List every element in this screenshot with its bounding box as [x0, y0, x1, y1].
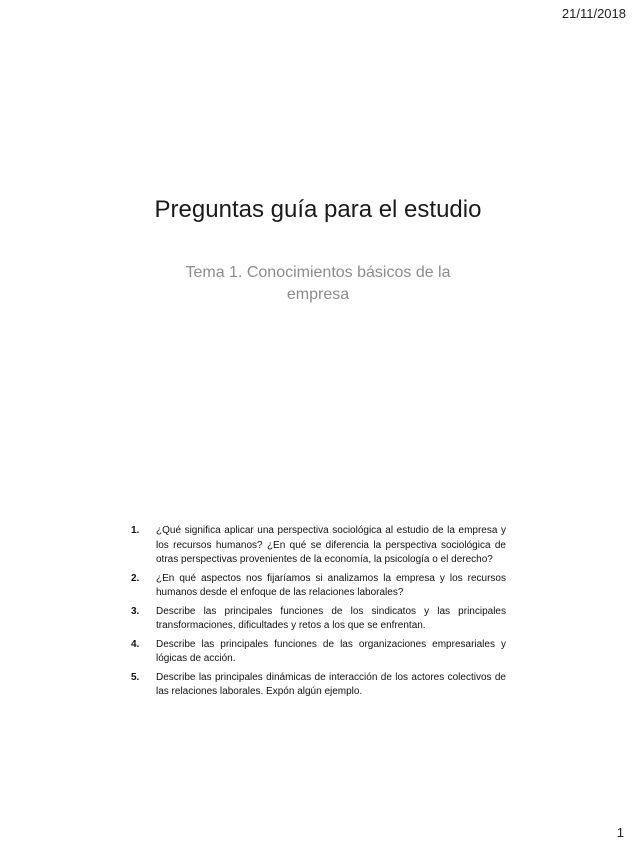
- question-text: Describe las principales funciones de las organizaciones empresariales y lógicas de acción.: [156, 638, 506, 664]
- question-number: 4.: [131, 638, 140, 650]
- question-item: [126, 638, 506, 667]
- question-number: 3.: [131, 605, 140, 617]
- slide-subtitle: Tema 1. Conocimientos básicos de la empresa: [185, 264, 451, 303]
- questions-list: [126, 524, 506, 704]
- question-text: ¿Qué significa aplicar una perspectiva sociológica al estudio de la empresa y los recursos humanos? ¿En qué se diferencia la perspectiva sociológica de otras perspectivas provenientes de la economía, la psicología o el derecho?: [156, 525, 506, 565]
- question-number: 5.: [131, 671, 140, 683]
- question-item: [126, 572, 506, 601]
- slide-title: Preguntas guía para el estudio: [154, 196, 482, 223]
- question-text: Describe las principales dinámicas de interacción de los actores colectivos de las relaciones laborales. Expón algún ejemplo.: [156, 671, 506, 697]
- question-text: ¿En qué aspectos nos fijaríamos si analizamos la empresa y los recursos humanos desde el enfoque de las relaciones laborales?: [156, 572, 506, 598]
- question-number: 2.: [131, 572, 140, 584]
- question-item: [126, 671, 506, 700]
- page-number: 1: [616, 825, 624, 840]
- question-item: [126, 605, 506, 634]
- question-item: [126, 524, 506, 568]
- question-number: 1.: [131, 525, 140, 536]
- print-date: 21/11/2018: [561, 6, 626, 21]
- question-text: Describe las principales funciones de los sindicatos y las principales transformaciones, dificultades y retos a los que se enfrentan.: [156, 605, 506, 631]
